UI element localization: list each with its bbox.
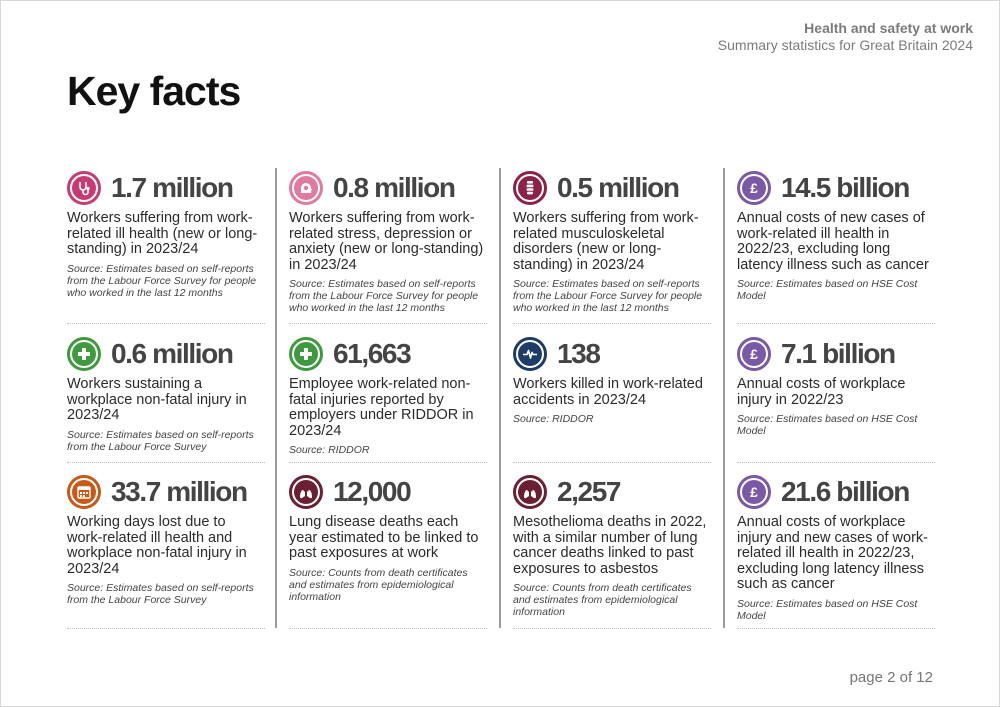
first-aid-cross-icon [289,337,323,371]
fact-description: Workers suffering from work-related musculoskeletal disorders (new or long-standing) in 2023/24 [513,210,699,273]
column-divider [723,168,725,628]
fact-value: 0.6 million [111,338,233,369]
spine-icon [513,171,547,205]
svg-text:£: £ [750,484,758,500]
fact-source: Source: RIDDOR [289,444,370,456]
fact-source: Source: Estimates based on self-reports from the Labour Force Survey for people who worked in the last 12 months [67,262,257,299]
fact-working-days-lost [67,472,263,606]
row-separator [513,628,711,629]
fact-value: 21.6 billion [781,476,909,507]
fact-ill-health-costs [737,168,933,302]
fact-musculoskeletal [513,168,709,314]
fact-description: Workers killed in work-related accidents in 2023/24 [513,376,703,408]
fact-description: Workers sustaining a workplace non-fatal injury in 2023/24 [67,376,247,423]
row-separator [289,462,487,463]
fact-source: Source: RIDDOR [513,413,594,425]
fact-value: 7.1 billion [781,338,895,369]
fact-mesothelioma-deaths [513,472,709,618]
first-aid-cross-icon [67,337,101,371]
fact-source: Source: Estimates based on HSE Cost Model [737,413,918,437]
fact-value: 0.8 million [333,172,455,203]
row-separator [67,323,265,324]
fact-value: 33.7 million [111,476,247,507]
fact-value: 12,000 [333,476,411,507]
row-separator [67,628,265,629]
row-separator [289,323,487,324]
fact-source: Source: Estimates based on self-reports from the Labour Force Survey for people who worked in the last 12 months [513,278,703,314]
fact-description: Lung disease deaths each year estimated to be linked to past exposures at work [289,514,479,561]
fact-description: Working days lost due to work-related ill health and workplace non-fatal injury in 2023/24 [67,514,247,577]
stethoscope-icon [67,171,101,205]
row-separator [513,323,711,324]
fact-value: 14.5 billion [781,172,909,203]
fact-description: Employee work-related non-fatal injuries reported by employers under RIDDOR in 2023/24 [289,376,474,439]
fact-lung-disease-deaths [289,472,485,603]
pound-icon [737,337,771,371]
row-separator [289,628,487,629]
fact-source: Source: Counts from death certificates and estimates from epidemiological information [513,582,692,618]
fact-value: 1.7 million [111,172,233,203]
page-number: page 2 of 12 [849,669,933,686]
fact-value: 138 [557,338,600,369]
fact-source: Source: Estimates based on HSE Cost Model [737,597,918,622]
fact-source: Source: Estimates based on self-reports from the Labour Force Survey [67,428,254,453]
fact-workers-killed [513,334,709,425]
fact-stress [289,168,485,314]
fact-source: Source: Estimates based on self-reports from the Labour Force Survey [67,582,254,606]
svg-text:£: £ [750,346,758,362]
row-separator [737,462,935,463]
fact-source: Source: Counts from death certificates and estimates from epidemiological information [289,566,468,603]
fact-description: Workers suffering from work-related ill health (new or long-standing) in 2023/24 [67,210,258,257]
pound-icon [737,475,771,509]
head-icon [289,171,323,205]
fact-description: Mesothelioma deaths in 2022, with a similar number of lung cancer deaths linked to past exposures to asbestos [513,514,707,577]
fact-description: Annual costs of workplace injury in 2022/23 [737,376,906,408]
fact-value: 2,257 [557,476,621,507]
column-divider [499,168,501,628]
heartbeat-icon [513,337,547,371]
fact-ill-health [67,168,263,299]
fact-total-costs [737,472,933,622]
pound-icon [737,171,771,205]
fact-source: Source: Estimates based on HSE Cost Model [737,278,918,302]
lungs-icon [513,475,547,509]
column-divider [275,168,277,628]
calendar-icon [67,475,101,509]
fact-riddor-injuries [289,334,485,456]
report-subtitle: Summary statistics for Great Britain 2024 [717,37,973,53]
fact-non-fatal-injury [67,334,263,453]
fact-description: Workers suffering from work-related stress, depression or anxiety (new or long-standing) in 2023/24 [289,210,484,273]
fact-injury-costs [737,334,933,437]
row-separator [737,323,935,324]
row-separator [67,462,265,463]
page-title: Key facts [67,68,241,114]
lungs-icon [289,475,323,509]
fact-description: Annual costs of workplace injury and new cases of work-related ill health in 2022/23, excluding long latency illness such as cancer [737,514,928,592]
row-separator [737,628,935,629]
fact-source: Source: Estimates based on self-reports from the Labour Force Survey for people who worked in the last 12 months [289,278,479,314]
fact-value: 0.5 million [557,172,679,203]
report-header [718,20,973,54]
fact-value: 61,663 [333,338,411,369]
row-separator [513,462,711,463]
fact-description: Annual costs of new cases of work-related ill health in 2022/23, excluding long latency illness such as cancer [737,210,929,273]
report-title: Health and safety at work [804,20,973,36]
svg-text:£: £ [750,180,758,196]
